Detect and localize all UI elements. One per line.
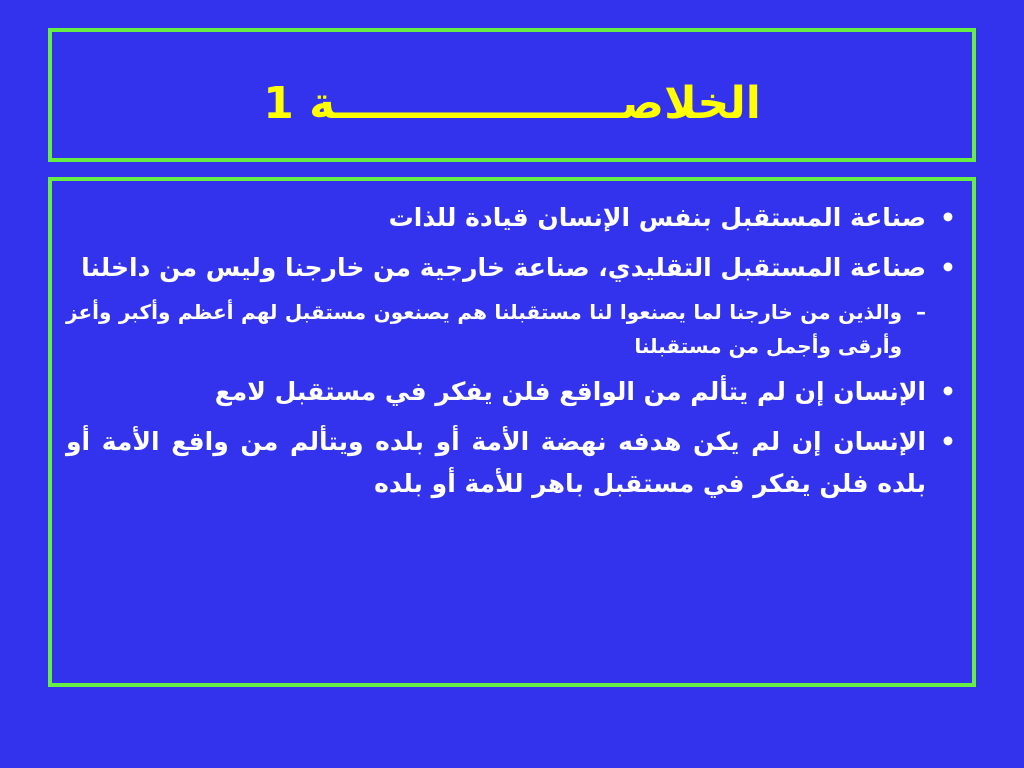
bullet-list [66,197,962,513]
bullet-text: الإنسان إن لم يكن هدفه نهضة الأمة أو بلده ويتألم من واقع الأمة أو بلده فلن يفكر في مستقبل باهر للأمة أو بلده [66,427,926,498]
sub-bullet-text: والذين من خارجنا لما يصنعوا لنا مستقبلنا هم يصنعون مستقبل لهم أعظم وأكبر وأعز وأرقى وأجمل من مستقبلنا [66,300,902,358]
bullet-marker: • [940,203,956,232]
sub-bullet-item [66,295,962,363]
content-box [48,177,976,687]
title-box [48,28,976,162]
bullet-marker: • [940,253,956,282]
bullet-text: صناعة المستقبل بنفس الإنسان قيادة للذات [388,203,926,232]
bullet-text: صناعة المستقبل التقليدي، صناعة خارجية من خارجنا وليس من داخلنا [81,253,926,282]
bullet-item [66,247,962,289]
bullet-item [66,197,962,239]
sub-bullet-marker: – [916,300,926,324]
bullet-item [66,421,962,505]
bullet-marker: • [940,427,956,456]
bullet-marker: • [940,377,956,406]
bullet-item [66,371,962,413]
slide-title: الخلاصـــــــــــــــــــة 1 [263,78,761,129]
bullet-text: الإنسان إن لم يتألم من الواقع فلن يفكر في مستقبل لامع [214,377,926,406]
